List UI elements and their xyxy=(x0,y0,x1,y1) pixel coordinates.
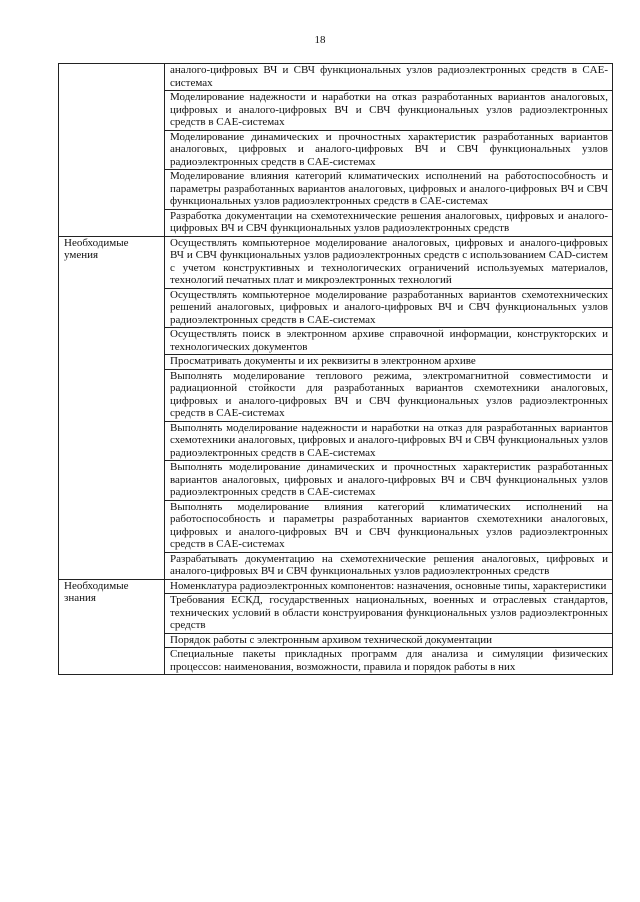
section-label: Необходимые умения xyxy=(59,236,165,579)
table-row xyxy=(59,579,613,594)
requirements-table xyxy=(58,63,613,675)
table-row xyxy=(59,64,613,91)
table-cell: Разрабатывать документацию на схемотехнические решения аналоговых, цифровых и аналого-цифровых ВЧ и СВЧ функциональных узлов радиоэлектронных средств xyxy=(165,552,613,579)
table-cell: Осуществлять поиск в электронном архиве справочной информации, конструкторских и технологических документов xyxy=(165,328,613,355)
table-cell: Номенклатура радиоэлектронных компонентов: назначения, основные типы, характеристики xyxy=(165,579,613,594)
table-cell: аналого-цифровых ВЧ и СВЧ функциональных узлов радиоэлектронных средств в CAE-системах xyxy=(165,64,613,91)
page-number: 18 xyxy=(314,34,326,46)
table-cell: Выполнять моделирование надежности и наработки на отказ для разработанных вариантов схемотехники аналоговых, цифровых и аналого-цифровых ВЧ и СВЧ функциональных узлов радиоэлектронных средств в CAE-системах xyxy=(165,421,613,461)
table-row xyxy=(59,236,613,288)
table-cell: Просматривать документы и их реквизиты в электронном архиве xyxy=(165,355,613,370)
table-cell: Моделирование влияния категорий климатических исполнений на работоспособность и параметры разработанных вариантов аналоговых, цифровых и аналого-цифровых ВЧ и СВЧ функциональных узлов радиоэлектронных средств в CAE-системах xyxy=(165,170,613,210)
table-cell: Осуществлять компьютерное моделирование разработанных вариантов схемотехнических решений аналоговых, цифровых и аналого-цифровых ВЧ и СВЧ функциональных узлов радиоэлектронных средств в CAE-системах xyxy=(165,288,613,328)
table-cell: Выполнять моделирование динамических и прочностных характеристик разработанных вариантов аналоговых, цифровых и аналого-цифровых ВЧ и СВЧ функциональных узлов радиоэлектронных средств в CAE-системах xyxy=(165,461,613,501)
table-cell: Разработка документации на схемотехнические решения аналоговых, цифровых и аналого-цифровых ВЧ и СВЧ функциональных узлов радиоэлектронных средств xyxy=(165,209,613,236)
requirements-table-body xyxy=(59,64,613,675)
table-cell: Порядок работы с электронным архивом технической документации xyxy=(165,633,613,648)
table-cell: Выполнять моделирование теплового режима, электромагнитной совместимости и радиационной стойкости для разработанных вариантов схемотехники аналоговых, цифровых и аналого-цифровых ВЧ и СВЧ функциональных узлов радиоэлектронных средств в CAE-системах xyxy=(165,369,613,421)
section-label: Необходимые знания xyxy=(59,579,165,675)
table-cell: Моделирование динамических и прочностных характеристик разработанных вариантов аналоговых, цифровых и аналого-цифровых ВЧ и СВЧ функциональных узлов радиоэлектронных средств в CAE-системах xyxy=(165,130,613,170)
table-cell: Моделирование надежности и наработки на отказ разработанных вариантов аналоговых, цифровых и аналого-цифровых ВЧ и СВЧ функциональных узлов радиоэлектронных средств в CAE-системах xyxy=(165,91,613,131)
table-cell: Осуществлять компьютерное моделирование аналоговых, цифровых и аналого-цифровых ВЧ и СВЧ функциональных узлов радиоэлектронных средств с использованием CAD-систем с учетом конструктивных и технологических ограничений используемых материалов, технологий печатных плат и микроэлектронных технологий xyxy=(165,236,613,288)
table-cell: Требования ЕСКД, государственных национальных, военных и отраслевых стандартов, технических условий в области конструирования функциональных узлов радиоэлектронных средств xyxy=(165,594,613,634)
section-label xyxy=(59,64,165,237)
table-cell: Выполнять моделирование влияния категорий климатических исполнений на работоспособность и параметры разработанных вариантов схемотехники аналоговых, цифровых и аналого-цифровых ВЧ и СВЧ функциональных узлов радиоэлектронных средств в CAE-системах xyxy=(165,500,613,552)
table-cell: Специальные пакеты прикладных программ для анализа и симуляции физических процессов: наименования, возможности, правила и порядок работы в них xyxy=(165,648,613,675)
